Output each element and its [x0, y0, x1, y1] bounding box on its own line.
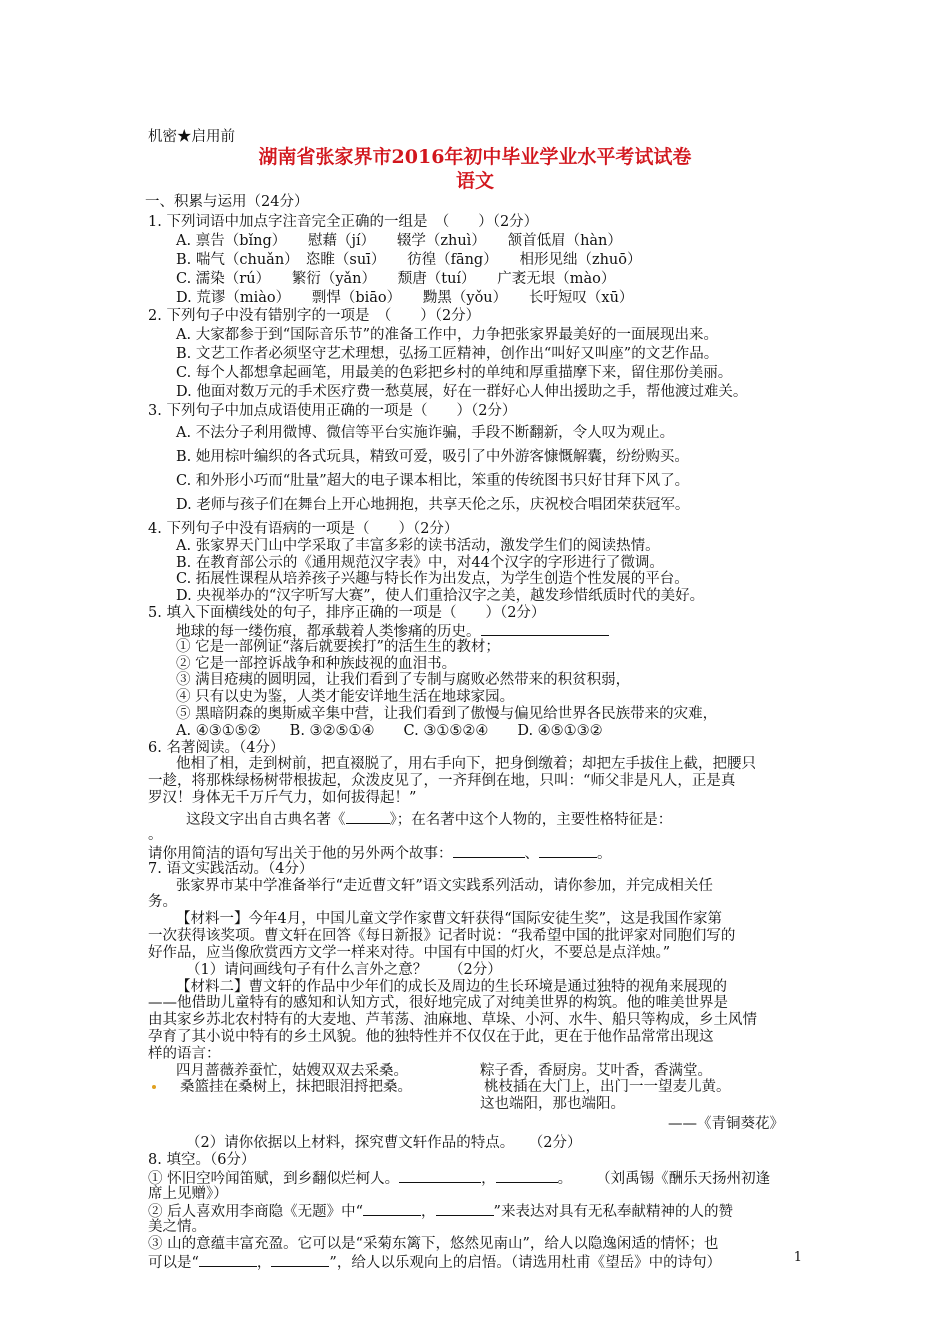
q7-subquestion-1: （1）请问画线句子有什么言外之意？ （2分）: [186, 961, 502, 978]
q4-option-c: C. 拓展性课程从培养孩子兴趣与特长作为出发点，为学生创造个性发展的平台。: [176, 571, 689, 588]
q5-sentence-2: ② 它是一部控诉战争和种族歧视的血泪书。: [176, 655, 457, 672]
q6-passage-line-3: 罗汉！身体无千万斤气力，如何拔得起！”: [148, 790, 417, 807]
q2-option-a: A. 大家都参于到“国际音乐节”的准备工作中，力争把张家界最美好的一面展现出来。: [176, 327, 719, 343]
q6-prompt: 这段文字出自古典名著《 》；在名著中这个人物的，主要性格特征是：: [186, 809, 672, 829]
q5-lead-sentence: 地球的每一缕伤痕，都承载着人类惨痛的历史。: [176, 621, 609, 641]
poem-line-3: 桑篮挂在桑树上，抹把眼泪捋把桑。: [180, 1079, 412, 1096]
q8-item-3: ③ 山的意蕴丰富充盈。它可以是“采菊东篱下，悠然见南山”，给人以隐逸闲适的情怀；也: [148, 1236, 719, 1253]
question-7: 7. 语文实践活动。（4分）: [148, 860, 314, 877]
question-6: 6. 名著阅读。（4分）: [148, 739, 285, 756]
q1-option-d: D. 荒谬（miào） 剽悍（biāo） 黝黑（yǒu） 长吁短叹（xū）: [176, 290, 634, 306]
q4-option-d: D. 央视举办的“汉字听写大赛”，使人们重拾汉字之美，越发珍惜纸质时代的美好。: [176, 588, 705, 605]
q8-item-2-cont: 美之情。: [148, 1219, 206, 1236]
q1-option-c: C. 濡染（rú） 繁衍（yǎn） 颓唐（tuí） 广袤无垠（mào）: [176, 271, 616, 287]
q5-sentence-4: ④ 只有以史为鉴，人类才能安详地生活在地球家园。: [176, 689, 515, 706]
material-2-line-5: 样的语言：: [148, 1045, 221, 1062]
q7-intro-line-2: 务。: [148, 894, 177, 911]
q5-sentence-5: ⑤ 黑暗阴森的奥斯威辛集中营，让我们看到了傲慢与偏见给世界各民族带来的灾难，: [176, 705, 718, 722]
poem-line-4: 桃枝插在大门上，出门一一望麦儿黄。: [484, 1079, 731, 1096]
q5-options: A. ④③①⑤② B. ③②⑤①④ C. ③①⑤②④ D. ④⑤①③②: [176, 722, 603, 739]
q2-option-b: B. 文艺工作者必须坚守艺术理想，弘扬工匠精神，创作出“叫好又叫座”的文艺作品。: [176, 346, 719, 362]
q8-item-3-cont: 可以是“ ， ”，给人以乐观向上的启悟。（请选用杜甫《望岳》中的诗句）: [148, 1252, 721, 1272]
q4-option-a: A. 张家界天门山中学采取了丰富多彩的读书活动，激发学生们的阅读热情。: [176, 537, 660, 554]
q7-intro-line-1: 张家界市某中学准备举行“走近曹文轩”语文实践系列活动，请你参加，并完成相关任: [176, 877, 713, 894]
poem-line-2: 粽子香，香厨房。艾叶香，香满堂。: [480, 1062, 712, 1079]
question-5: 5. 填入下面横线处的句子，排序正确的一项是（ ）（2分）: [148, 605, 546, 622]
question-1: 1. 下列词语中加点字注音完全正确的一组是 （ ）（2分）: [148, 214, 539, 230]
q1-option-a: A. 禀告（bǐng） 慰藉（jí） 辍学（zhuì） 颔首低眉（hàn）: [176, 233, 622, 249]
q3-option-c: C. 和外形小巧而“肚量”超大的电子课本相比，笨重的传统图书只好甘拜下风了。: [176, 473, 690, 489]
q2-option-d: D. 他面对数万元的手术医疗费一愁莫展，好在一群好心人伸出援助之手，帮他渡过难关。: [176, 384, 748, 400]
material-1-line-3: 好作品，应当像欣赏西方文学一样来对待。中国有中国的灯火，不要总是点洋烛。”: [148, 944, 671, 961]
section-heading: 一、积累与运用（24分）: [145, 194, 309, 210]
q4-option-b: B. 在教育部公示的《通用规范汉字表》中，对44个汉字的字形进行了微调。: [176, 554, 664, 571]
q7-subquestion-2: （2）请你依据以上材料，探究曹文轩作品的特点。 （2分）: [186, 1135, 582, 1152]
confidential-header: 机密★启用前: [148, 129, 235, 145]
question-3: 3. 下列句子中加点成语使用正确的一项是（ ）（2分）: [148, 403, 517, 419]
q6-prompt-end: 。: [148, 827, 163, 844]
material-2-line-2: ——他借助儿童特有的感知和认知方式，很好地完成了对纯美世界的构筑。他的唯美世界是: [148, 995, 728, 1012]
q3-option-b: B. 她用棕叶编织的各式玩具，精致可爱，吸引了中外游客慷慨解囊，纷纷购买。: [176, 449, 689, 465]
q3-option-d: D. 老师与孩子们在舞台上开心地拥抱，共享天伦之乐，庆祝校合唱团荣获冠军。: [176, 497, 690, 513]
exam-title: 湖南省张家界市2016年初中毕业学业水平考试试卷: [258, 146, 692, 168]
material-1-line-1: 【材料一】今年4月，中国儿童文学作家曹文轩获得“国际安徒生奖”，这是我国作家第: [176, 911, 723, 928]
poem-line-1: 四月蔷薇养蚕忙，姑嫂双双去采桑。: [176, 1062, 408, 1079]
question-8: 8. 填空。（6分）: [148, 1152, 256, 1168]
q2-option-c: C. 每个人都想拿起画笔，用最美的色彩把乡村的单纯和厚重描摩下来，留住那份美丽。: [176, 365, 733, 381]
q8-item-1: ① 怀旧空吟闻笛赋，到乡翻似烂柯人。 ， 。 （刘禹锡《酬乐天扬州初逢: [148, 1168, 770, 1188]
question-4: 4. 下列句子中没有语病的一项是（ ）（2分）: [148, 521, 459, 537]
q6-passage-line-2: 一趁，将那株绿杨树带根拔起，众泼皮见了，一齐拜倒在地，只叫：“师父非是凡人，正是真: [148, 773, 736, 790]
material-1-line-2: 一次获得该奖项。曹文轩在回答《每日新报》记者时说：“我希望中国的批评家对同胞们写的: [148, 928, 736, 945]
q3-option-a: A. 不法分子利用微博、微信等平台实施诈骗，手段不断翻新，令人叹为观止。: [176, 425, 675, 441]
stray-mark: [152, 1085, 156, 1089]
page-number: 1: [793, 1250, 802, 1265]
q1-option-b: B. 喘气（chuǎn） 恣睢（suī） 彷徨（fāng） 相形见绌（zhuō）: [176, 252, 642, 268]
q5-sentence-1: ① 它是一部例证“落后就要挨打”的活生生的教材；: [176, 638, 500, 655]
question-2: 2. 下列句子中没有错别字的一项是 （ ）（2分）: [148, 308, 481, 324]
poem-source: ——《青铜葵花》: [668, 1115, 784, 1132]
q8-item-1-cont: 席上见赠》）: [148, 1185, 228, 1202]
material-2-line-4: 孕育了其小说中特有的乡土风貌。他的独特性并不仅仅在于此，更在于他作品常常出现这: [148, 1028, 714, 1045]
q5-sentence-3: ③ 满目疮痍的圆明园，让我们看到了专制与腐败必然带来的积贫积弱，: [176, 672, 631, 689]
material-2-line-1: 【材料二】曹文轩的作品中少年们的成长及周边的生长环境是通过独特的视角来展现的: [176, 978, 727, 995]
q6-stories-prompt: 请你用简洁的语句写出关于他的另外两个故事： 、 。: [148, 843, 612, 863]
q8-item-2: ② 后人喜欢用李商隐《无题》中“ ， ”来表达对具有无私奉献精神的人的赞: [148, 1201, 733, 1221]
q6-passage-line-1: 他相了相，走到树前，把直裰脱了，用右手向下，把身倒缴着；却把左手拔住上截，把腰只: [176, 756, 756, 773]
exam-subject: 语文: [455, 170, 494, 192]
poem-line-5: 这也端阳，那也端阳。: [480, 1096, 625, 1113]
material-2-line-3: 由其家乡苏北农村特有的大麦地、芦苇荡、油麻地、草垛、小河、水牛、船只等构成，乡土风情: [148, 1012, 757, 1029]
